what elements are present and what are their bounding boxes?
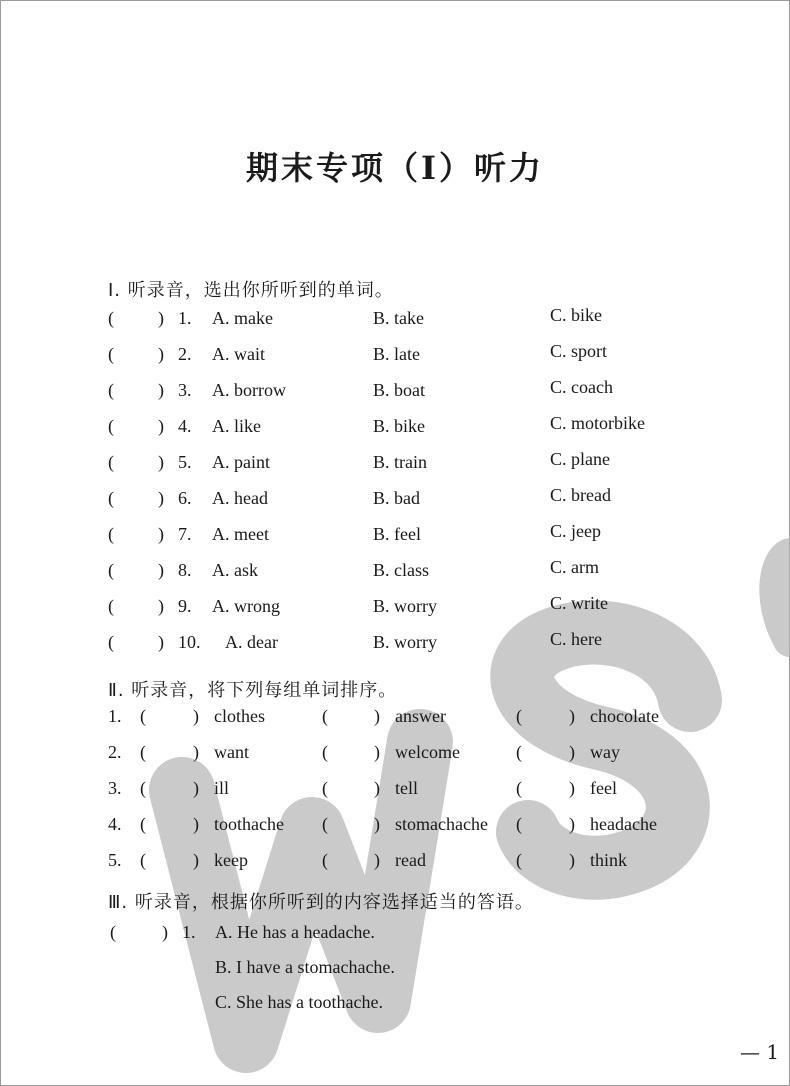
option-b: B. boat — [373, 380, 425, 400]
order-bracket-close: ) — [569, 814, 575, 834]
answer-bracket-close: ) — [158, 488, 164, 508]
s2-row-3 — [0, 778, 790, 808]
order-bracket-open[interactable]: ( — [322, 706, 328, 726]
option-b: B. train — [373, 452, 427, 472]
s1-row-9 — [0, 593, 790, 626]
order-bracket-open[interactable]: ( — [322, 814, 328, 834]
order-bracket-open[interactable]: ( — [322, 778, 328, 798]
option-b: B. bad — [373, 488, 420, 508]
option-c: C. here — [550, 629, 602, 649]
option-c: C. motorbike — [550, 413, 645, 433]
order-bracket-close: ) — [374, 706, 380, 726]
word-3: think — [590, 850, 628, 870]
s1-row-3 — [0, 377, 790, 410]
answer-bracket-open[interactable]: ( — [108, 380, 114, 400]
option-c: C. write — [550, 593, 608, 613]
order-bracket-close: ) — [193, 706, 199, 726]
page-number: — 1 — [740, 1040, 780, 1064]
order-bracket-close: ) — [374, 742, 380, 762]
option-a: A. borrow — [212, 380, 286, 400]
s1-row-2 — [0, 341, 790, 374]
option-a: A. paint — [212, 452, 270, 472]
group-number: 2. — [108, 742, 122, 762]
option-b: B. class — [373, 560, 429, 580]
option-a: A. make — [212, 308, 273, 328]
option-b: B. late — [373, 344, 420, 364]
answer-bracket-open[interactable]: ( — [108, 452, 114, 472]
option-b: B. feel — [373, 524, 421, 544]
option-c: C. plane — [550, 449, 610, 469]
order-bracket-close: ) — [374, 814, 380, 834]
order-bracket-open[interactable]: ( — [140, 814, 146, 834]
answer-bracket-open[interactable]: ( — [108, 596, 114, 616]
order-bracket-close: ) — [193, 814, 199, 834]
option-a: A. meet — [212, 524, 269, 544]
s1-row-5 — [0, 449, 790, 482]
option-a: A. like — [212, 416, 261, 436]
s3-option-b-row — [0, 957, 790, 987]
option-a: A. dear — [225, 632, 278, 652]
order-bracket-open[interactable]: ( — [140, 706, 146, 726]
answer-bracket-open[interactable]: ( — [108, 416, 114, 436]
s2-row-1 — [0, 706, 790, 736]
word-1: ill — [214, 778, 230, 798]
order-bracket-open[interactable]: ( — [516, 706, 522, 726]
section1-heading: Ⅰ. 听录音，选出你所听到的单词。 — [108, 280, 394, 301]
order-bracket-open[interactable]: ( — [140, 742, 146, 762]
order-bracket-close: ) — [569, 706, 575, 726]
section3-heading: Ⅲ. 听录音，根据你所听到的内容选择适当的答语。 — [108, 892, 534, 913]
question-number: 9. — [178, 596, 192, 616]
s2-row-4 — [0, 814, 790, 844]
s2-row-2 — [0, 742, 790, 772]
section2-heading: Ⅱ. 听录音，将下列每组单词排序。 — [108, 680, 398, 701]
order-bracket-open[interactable]: ( — [322, 742, 328, 762]
answer-bracket-close: ) — [158, 308, 164, 328]
question-number: 1. — [182, 922, 196, 942]
option-c: C. jeep — [550, 521, 601, 541]
s1-row-10 — [0, 629, 790, 662]
question-number: 7. — [178, 524, 192, 544]
order-bracket-open[interactable]: ( — [322, 850, 328, 870]
s1-row-4 — [0, 413, 790, 446]
question-number: 8. — [178, 560, 192, 580]
word-2: read — [395, 850, 426, 870]
option-a: A. wait — [212, 344, 265, 364]
word-1: clothes — [214, 706, 265, 726]
answer-bracket-close: ) — [158, 380, 164, 400]
answer-bracket-close: ) — [158, 560, 164, 580]
order-bracket-open[interactable]: ( — [516, 814, 522, 834]
order-bracket-close: ) — [569, 778, 575, 798]
answer-bracket-open[interactable]: ( — [108, 308, 114, 328]
question-number: 4. — [178, 416, 192, 436]
s3-question-1 — [0, 922, 790, 952]
order-bracket-open[interactable]: ( — [140, 778, 146, 798]
group-number: 3. — [108, 778, 122, 798]
answer-bracket-open[interactable]: ( — [108, 560, 114, 580]
answer-bracket-open[interactable]: ( — [110, 922, 116, 942]
word-1: keep — [214, 850, 248, 870]
word-1: want — [214, 742, 249, 762]
word-2: stomachache — [395, 814, 488, 834]
question-number: 2. — [178, 344, 192, 364]
order-bracket-close: ) — [193, 742, 199, 762]
answer-option-c: C. She has a toothache. — [215, 992, 383, 1012]
question-number: 5. — [178, 452, 192, 472]
word-2: answer — [395, 706, 446, 726]
order-bracket-close: ) — [193, 778, 199, 798]
order-bracket-close: ) — [374, 850, 380, 870]
answer-bracket-open[interactable]: ( — [108, 488, 114, 508]
option-c: C. bread — [550, 485, 611, 505]
s1-row-6 — [0, 485, 790, 518]
word-3: headache — [590, 814, 657, 834]
word-3: way — [590, 742, 620, 762]
group-number: 5. — [108, 850, 122, 870]
answer-bracket-close: ) — [158, 632, 164, 652]
option-c: C. coach — [550, 377, 613, 397]
option-a: A. head — [212, 488, 268, 508]
order-bracket-open[interactable]: ( — [140, 850, 146, 870]
order-bracket-open[interactable]: ( — [516, 778, 522, 798]
order-bracket-close: ) — [569, 742, 575, 762]
group-number: 1. — [108, 706, 122, 726]
question-number: 1. — [178, 308, 192, 328]
page-title: 期末专项（I）听力 — [246, 149, 544, 187]
option-c: C. bike — [550, 305, 602, 325]
answer-bracket-close: ) — [158, 416, 164, 436]
answer-bracket-close: ) — [158, 524, 164, 544]
order-bracket-close: ) — [569, 850, 575, 870]
s3-option-c-row — [0, 992, 790, 1022]
option-b: B. worry — [373, 596, 437, 616]
question-number: 3. — [178, 380, 192, 400]
question-number: 10. — [178, 632, 201, 652]
word-3: feel — [590, 778, 617, 798]
order-bracket-open[interactable]: ( — [516, 850, 522, 870]
option-b: B. take — [373, 308, 424, 328]
option-b: B. worry — [373, 632, 437, 652]
s1-row-8 — [0, 557, 790, 590]
answer-bracket-close: ) — [158, 596, 164, 616]
answer-option-b: B. I have a stomachache. — [215, 957, 395, 977]
option-a: A. ask — [212, 560, 258, 580]
s1-row-1 — [0, 305, 790, 338]
question-number: 6. — [178, 488, 192, 508]
answer-bracket-close: ) — [162, 922, 168, 942]
order-bracket-open[interactable]: ( — [516, 742, 522, 762]
order-bracket-close: ) — [193, 850, 199, 870]
s1-row-7 — [0, 521, 790, 554]
group-number: 4. — [108, 814, 122, 834]
answer-bracket-close: ) — [158, 344, 164, 364]
word-1: toothache — [214, 814, 284, 834]
answer-bracket-open[interactable]: ( — [108, 632, 114, 652]
word-3: chocolate — [590, 706, 659, 726]
order-bracket-close: ) — [374, 778, 380, 798]
answer-bracket-close: ) — [158, 452, 164, 472]
answer-bracket-open[interactable]: ( — [108, 524, 114, 544]
option-a: A. wrong — [212, 596, 280, 616]
option-b: B. bike — [373, 416, 425, 436]
answer-bracket-open[interactable]: ( — [108, 344, 114, 364]
answer-option-a: A. He has a headache. — [215, 922, 375, 942]
word-2: welcome — [395, 742, 460, 762]
option-c: C. sport — [550, 341, 608, 361]
s2-row-5 — [0, 850, 790, 880]
option-c: C. arm — [550, 557, 599, 577]
word-2: tell — [395, 778, 418, 798]
